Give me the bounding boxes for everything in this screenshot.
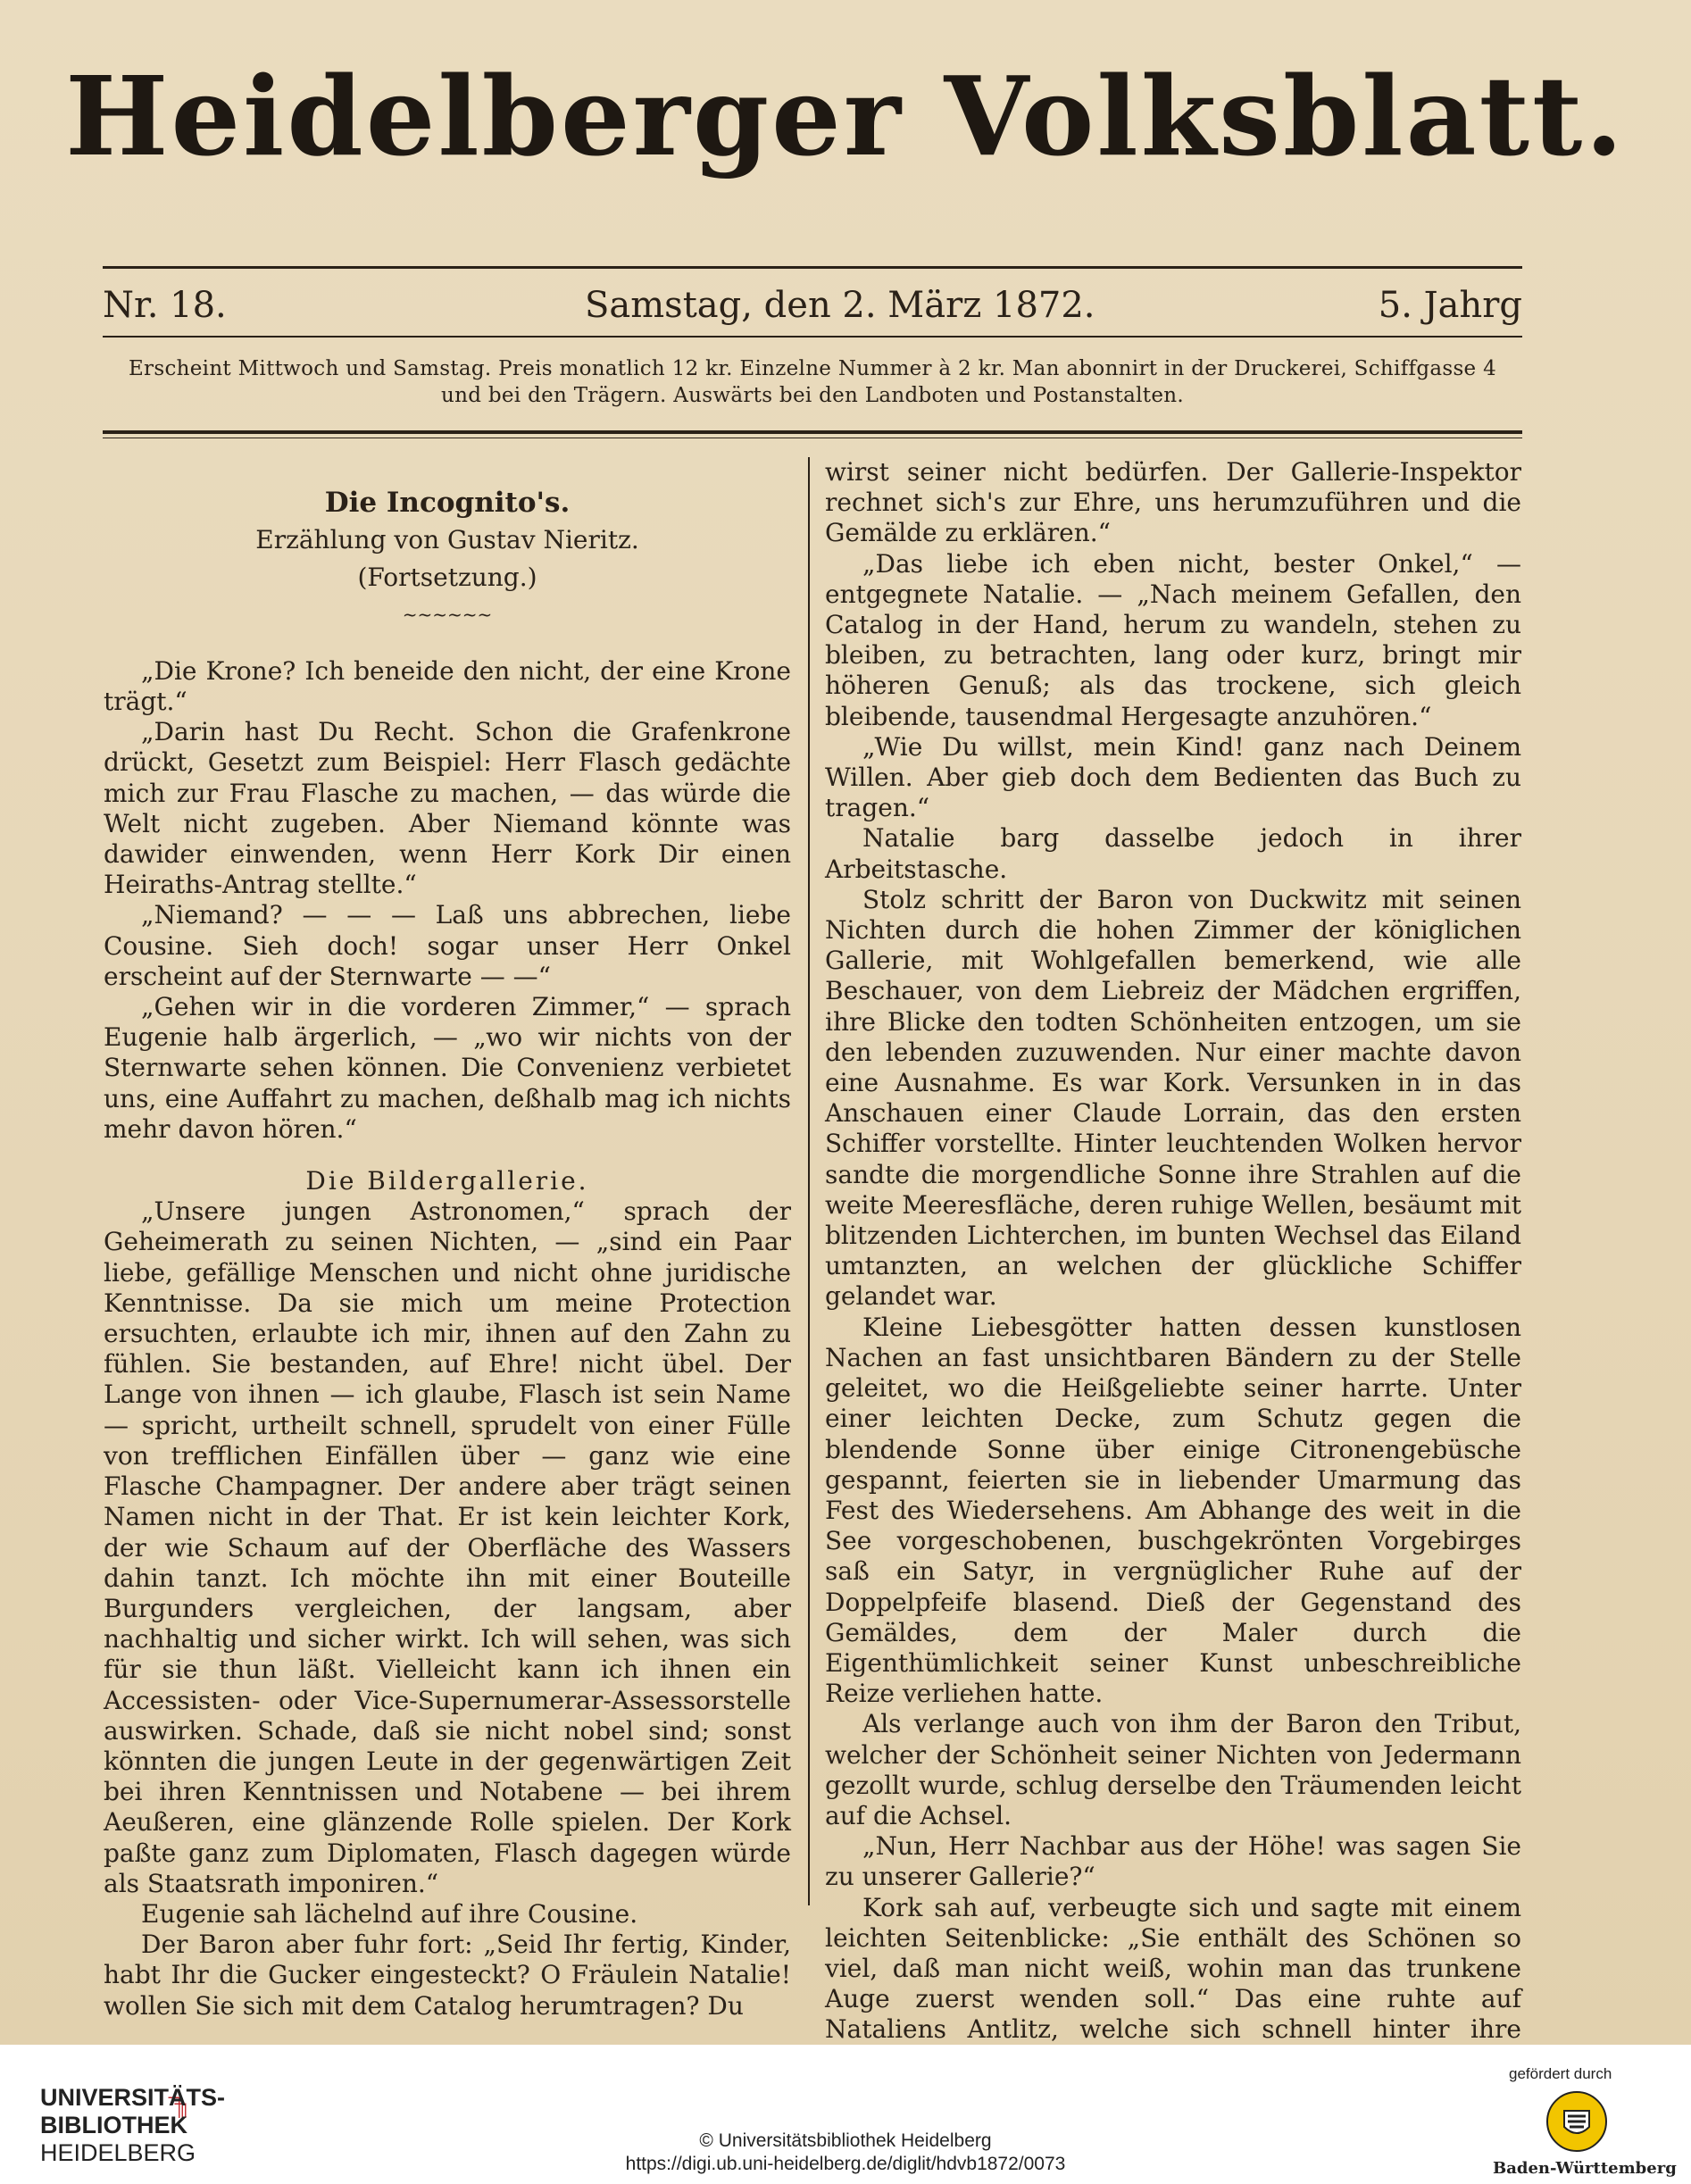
dateline-rule: [103, 336, 1522, 338]
column-right: [825, 457, 1521, 2106]
paragraph: „Niemand? — — — Laß uns abbrechen, liebe Cousine. Sieh doch! sogar unser Herr Onkel erscheint auf der Sternwarte — —“: [104, 900, 791, 991]
paragraph: Kork sah auf, verbeugte sich und sagte mit einem leichten Seitenblicke: „Sie enthält des Schönen so viel, daß man nicht weiß, wohin man das trunkene Auge zuerst wenden soll.“ Das eine ruhte auf Nataliens Antlitz, welche sich schnell hinter ihre: [825, 1892, 1521, 2045]
paragraph: Der Baron aber fuhr fort: „Seid Ihr fertig, Kinder, habt Ihr die Gucker eingesteckt? O Fräulein Natalie! wollen Sie sich mit dem Catalog herumtragen? Du: [104, 1930, 791, 2021]
paragraph: Eugenie sah lächelnd auf ihre Cousine.: [141, 1898, 638, 1929]
article-continuation: (Fortsetzung.): [357, 563, 537, 593]
paragraph: „Darin hast Du Recht. Schon die Grafenkrone drückt, Gesetzt zum Beispiel: Herr Flasch gedächte mich zur Frau Flasche zu machen, — das würde die Welt nicht zugeben. Aber Niemand könnte was dawider einwenden, wenn Herr Kork Dir einen Heiraths-Antrag stellte.“: [104, 717, 791, 900]
subscription-info: [103, 355, 1522, 409]
paragraph: Stolz schritt der Baron von Duckwitz mit seinen Nichten durch die hohen Zimmer der königlichen Gallerie, mit Wohlgefallen bemerkend, wie alle Beschauer, von dem Liebreiz der Mädchen ergriffen, ihre Blicke den todten Schönheiten entzogen, um sie den lebenden zuzuwenden. Nur einer machte davon eine Ausnahme. Es war Kork. Versunken in in das Anschauen einer Claude Lorrain, das den ersten Schiffer vorstellte. Hinter leuchtenden Wolken hervor sandte die morgendliche Sonne ihre Strahlen auf die weite Meeresfläche, deren ruhige Wellen, besäumt mit blitzenden Lichterchen, im bunten Wechsel das Eiland umtanzten, an welchen der glückliche Schiffer gelandet war.: [825, 884, 1521, 1312]
paragraph: „Die Krone? Ich beneide den nicht, der eine Krone trägt.“: [104, 655, 791, 717]
masthead-title: Heidelberger Volksblatt.: [65, 52, 1626, 180]
section-heading: Die Bildergallerie.: [305, 1166, 589, 1196]
subscription-line-1: Erscheint Mittwoch und Samstag. Preis monatlich 12 kr. Einzelne Nummer à 2 kr. Man abonnirt in der Druckerei, Schiffgasse 4: [128, 357, 1497, 380]
dateline: [103, 279, 1522, 332]
ornament-divider: ~~~~~~: [402, 603, 493, 625]
paragraph: Als verlange auch von ihm der Baron den Tribut, welcher der Schönheit seiner Nichten von Jedermann gezollt wurde, schlug derselbe den Träumenden leicht auf die Achsel.: [825, 1709, 1521, 1830]
paragraph: „Gehen wir in die vorderen Zimmer,“ — sprach Eugenie halb ärgerlich, — „wo wir nichts von der Sternwarte sehen können. Die Convenienz verbietet uns, eine Auffahrt zu machen, deßhalb mag ich nichts mehr davon hören.“: [104, 992, 791, 1144]
volume-number: 5. Jahrg: [1378, 285, 1522, 326]
paragraph: „Nun, Herr Nachbar aus der Höhe! was sagen Sie zu unserer Gallerie?“: [825, 1831, 1521, 1892]
sponsor-label: gefördert durch: [1509, 2065, 1612, 2082]
paragraph: Kleine Liebesgötter hatten dessen kunstlosen Nachen an fast unsichtbaren Bändern zu der Stelle geleitet, wo die Heißgeliebte seiner harrte. Unter einer leichten Decke, zum Schutz gegen die blendende Sonne über einige Citronengebüsche gespannt, feierten sie in liebender Umarmung das Fest des Wiedersehens. Am Abhange des weit in die See vorgeschobenen, buschgekrönten Vorgebirges saß ein Satyr, in vergnüglicher Ruhe auf der Doppelpfeife blasend. Dieß der Gegenstand des Gemäldes, dem der Maler durch die Eigenthümlichkeit seiner Kunst unbeschreibliche Reize verliehen hatte.: [825, 1312, 1521, 1709]
paragraph: wirst seiner nicht bedürfen. Der Gallerie-Inspektor rechnet sich's zur Ehre, uns herumzuführen und die Gemälde zu erklären.“: [825, 457, 1521, 548]
library-name[interactable]: UNIVERSITÄTS- BIBLIOTHEK HEIDELBERG: [40, 2084, 226, 2166]
column-left: [104, 457, 791, 2021]
paragraph: „Das liebe ich eben nicht, bester Onkel,“ — entgegnete Natalie. — „Nach meinem Gefallen, den Catalog in der Hand, herum zu wandeln, stehen zu bleiben, zu betrachten, lang oder kurz, bringt mir höheren Genuß; als das trockene, sich gleich bleibende, tausendmal Hergesagte anzuhören.“: [825, 548, 1521, 731]
article-byline: Erzählung von Gustav Nieritz.: [255, 525, 639, 555]
paragraph: „Wie Du willst, mein Kind! ganz nach Deinem Willen. Aber gieb doch dem Bedienten das Buch zu tragen.“: [825, 731, 1521, 823]
top-rule: [103, 266, 1522, 269]
footer-credits: [0, 2130, 1691, 2176]
paragraph: „Unsere jungen Astronomen,“ sprach der Geheimerath zu seinen Nichten, — „sind ein Paar liebe, gefällige Menschen und nicht ohne juridische Kenntnisse. Da sie mich um meine Protection ersuchten, erlaubte ich mir, ihnen auf den Zahn zu fühlen. Sie bestanden, auf Ehre! nicht übel. Der Lange von ihnen — ich glaube, Flasch ist sein Name — spricht, urtheilt schnell, sprudelt von einer Fülle von trefflichen Einfällen über — ganz wie eine Flasche Champagner. Der andere aber trägt seinen Namen nicht in der That. Er ist kein leichter Kork, der wie Schaum auf der Oberfläche des Wassers dahin tanzt. Ich möchte ihn mit einer Bouteille Burgunders vergleichen, der langsam, aber nachhaltig und sicher wirkt. Ich will sehen, was sich für sie thun läßt. Vielleicht kann ich ihnen ein Accessisten- oder Vice-Supernumerar-Assessorstelle auswirken. Schade, daß sie nicht nobel sind; sonst könnten die jungen Leute in der gegenwärtigen Zeit bei ihren Kenntnissen und Notabene — bei ihrem Aeußeren, eine glänzende Rolle spielen. Der Kork paßte ganz zum Diplomaten, Flasch dagegen würde als Staatsrath imponiren.“: [104, 1196, 791, 1898]
copyright-text: © Universitätsbibliothek Heidelberg: [699, 2130, 992, 2151]
issue-date: Samstag, den 2. März 1872.: [585, 285, 1095, 326]
article-title: Die Incognito's.: [324, 487, 571, 519]
sponsor-name: Baden-Württemberg: [1493, 2159, 1677, 2178]
issue-number: Nr. 18.: [103, 285, 227, 326]
source-url-link[interactable]: https://digi.ub.uni-heidelberg.de/diglit/hdvb1872/0073: [625, 2154, 1066, 2174]
header-rule-thick: [103, 430, 1522, 434]
state-seal-icon: [1545, 2089, 1609, 2154]
paragraph: Natalie barg dasselbe jedoch in ihrer Arbeitstasche.: [825, 823, 1521, 884]
subscription-line-2: und bei den Trägern. Auswärts bei den Landboten und Postanstalten.: [441, 384, 1184, 407]
column-divider: [808, 457, 810, 1905]
